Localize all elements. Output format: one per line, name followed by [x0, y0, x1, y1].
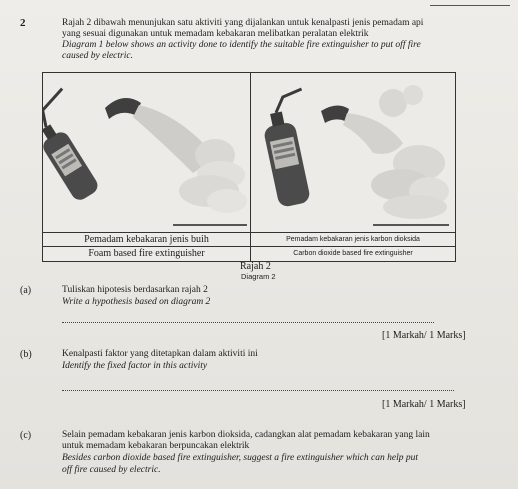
left-caption-malay: Pemadam kebakaran jenis buih: [84, 234, 209, 245]
question-c-malay-line-1: Selain pemadam kebakaran jenis karbon dioksida, cadangkan alat pemadam kebakaran yang lain: [62, 430, 430, 440]
question-c-malay-line-2: untuk memadam kebakaran berpuncakan elektrik: [62, 441, 250, 451]
right-caption-malay: Pemadam kebakaran jenis karbon dioksida: [286, 236, 420, 243]
question-a-label: (a): [20, 285, 32, 296]
top-rule: [430, 5, 510, 6]
question-c-english-line-1: Besides carbon dioxide based fire extinguisher, suggest a fire extinguisher which can help put: [62, 453, 419, 463]
answer-line-b[interactable]: [62, 390, 454, 391]
question-c-english-line-2: off fire caused by electric.: [62, 465, 161, 475]
question-a-english: Write a hypothesis based on diagram 2: [62, 297, 211, 307]
intro-english-line-1: Diagram 1 below shows an activity done to identify the suitable fire extinguisher to put off fire: [62, 40, 421, 50]
diagram-title-english: Diagram 2: [241, 272, 276, 281]
question-b-marks: [1 Markah/ 1 Marks]: [382, 399, 466, 410]
question-b-english: Identify the fixed factor in this activity: [62, 361, 208, 371]
diagram-illustrations: [43, 73, 455, 233]
question-c-label: (c): [20, 430, 32, 441]
intro-english-line-2: caused by electric.: [62, 51, 133, 61]
left-caption-english: Foam based fire extinguisher: [88, 248, 205, 259]
diagram-title-malay: Rajah 2: [240, 261, 271, 272]
intro-malay-line-2: yang sesuai digunakan untuk memadam kebakaran melibatkan peralatan elektrik: [62, 29, 369, 39]
question-b-malay: Kenalpasti faktor yang ditetapkan dalam aktiviti ini: [62, 349, 258, 359]
co2-extinguisher-illustration: [257, 85, 449, 225]
caption-row-english: [43, 246, 455, 261]
diagram-figure: [42, 72, 456, 262]
caption-row-malay: [43, 232, 455, 247]
question-a-malay: Tuliskan hipotesis berdasarkan rajah 2: [62, 285, 208, 295]
intro-malay-line-1: Rajah 2 dibawah menunjukan satu aktiviti yang dijalankan untuk kenalpasti jenis pemadam api: [62, 18, 424, 28]
foam-extinguisher-illustration: [43, 89, 247, 225]
question-number: 2: [20, 17, 26, 29]
panel-divider: [250, 73, 251, 233]
right-caption-english: Carbon dioxide based fire extinguisher: [293, 250, 413, 257]
question-a-marks: [1 Markah/ 1 Marks]: [382, 330, 466, 341]
question-b-label: (b): [20, 349, 32, 360]
answer-line-a[interactable]: [62, 322, 434, 323]
